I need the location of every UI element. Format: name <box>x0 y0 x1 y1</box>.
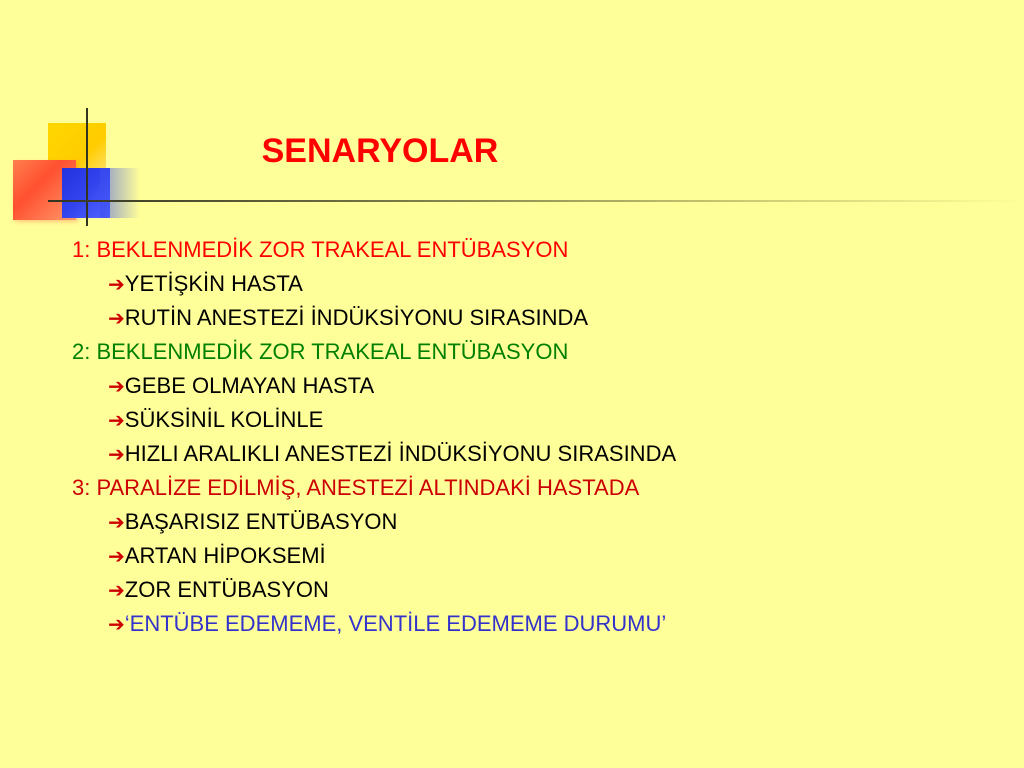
list-item <box>72 301 1012 335</box>
list-item <box>72 573 1012 607</box>
arrow-icon: ➔ <box>108 374 125 398</box>
list-item-text: HIZLI ARALIKLI ANESTEZİ İNDÜKSİYONU SIRASINDA <box>124 441 677 466</box>
list-item-text: ‘ENTÜBE EDEMEME, VENTİLE EDEMEME DURUMU’ <box>124 611 667 636</box>
slide-content <box>72 233 1012 641</box>
decorative-corner-graphic <box>0 0 1024 240</box>
arrow-icon: ➔ <box>108 578 125 602</box>
horizontal-rule <box>48 200 1024 202</box>
list-item <box>72 403 1012 437</box>
arrow-icon: ➔ <box>108 408 125 432</box>
list-item <box>72 437 1012 471</box>
section-3-heading: 3: PARALİZE EDİLMİŞ, ANESTEZİ ALTINDAKİ HASTADA <box>72 475 640 500</box>
slide-title <box>0 132 760 171</box>
list-item-text: ARTAN HİPOKSEMİ <box>124 543 326 568</box>
list-item <box>72 505 1012 539</box>
slide-title-text: SENARYOLAR <box>261 132 499 170</box>
arrow-icon: ➔ <box>108 306 125 330</box>
list-item-text: RUTİN ANESTEZİ İNDÜKSİYONU SIRASINDA <box>124 305 589 330</box>
list-item-text: YETİŞKİN HASTA <box>124 271 303 296</box>
list-item-text: ZOR ENTÜBASYON <box>124 577 329 602</box>
section-2-heading: 2: BEKLENMEDİK ZOR TRAKEAL ENTÜBASYON <box>72 339 569 364</box>
arrow-icon: ➔ <box>108 442 125 466</box>
arrow-icon: ➔ <box>108 272 125 296</box>
list-item <box>72 607 1012 641</box>
section-1-heading: 1: BEKLENMEDİK ZOR TRAKEAL ENTÜBASYON <box>72 237 569 262</box>
blue-glow-decoration <box>100 168 140 218</box>
arrow-icon: ➔ <box>108 612 125 636</box>
list-item <box>72 539 1012 573</box>
list-item-text: SÜKSİNİL KOLİNLE <box>124 407 324 432</box>
list-item <box>72 267 1012 301</box>
list-item-text: BAŞARISIZ ENTÜBASYON <box>124 509 398 534</box>
arrow-icon: ➔ <box>108 510 125 534</box>
list-item-text: GEBE OLMAYAN HASTA <box>124 373 375 398</box>
arrow-icon: ➔ <box>108 544 125 568</box>
list-item <box>72 369 1012 403</box>
